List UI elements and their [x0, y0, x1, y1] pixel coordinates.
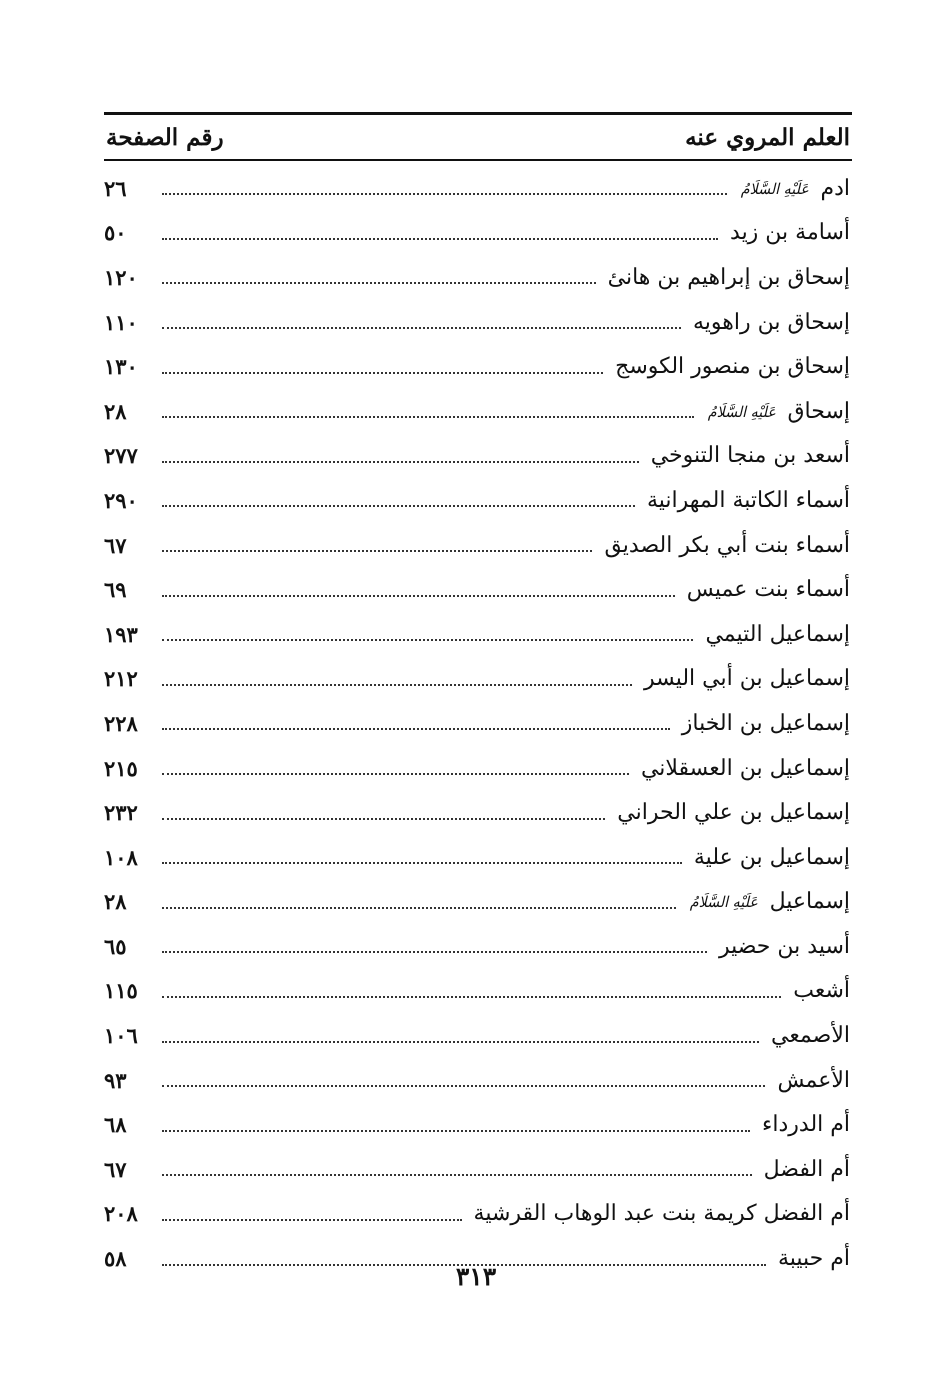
index-entry: [104, 567, 850, 612]
entry-page-number: ٢٩٠: [104, 487, 138, 513]
honorific-glyph: عَلَيْهِ السَّلَامُ: [707, 402, 776, 421]
dot-leader: [162, 372, 603, 374]
entry-name: [739, 176, 850, 201]
dot-leader: [162, 416, 694, 418]
index-list: [104, 166, 850, 1281]
entry-name: [705, 622, 850, 647]
entry-page-number: ١٠٦: [104, 1023, 138, 1049]
entry-name-text: إسماعيل بن أبي اليسر: [643, 666, 850, 692]
index-entry: [104, 657, 850, 702]
dot-leader: [162, 818, 605, 820]
index-entry: [104, 790, 850, 835]
entry-name: [762, 1112, 850, 1137]
entry-name: [719, 934, 850, 959]
entry-name: [771, 1023, 850, 1048]
dot-leader: [162, 1041, 759, 1043]
entry-page-number: ١٩٣: [104, 621, 138, 647]
index-entry: [104, 1147, 850, 1192]
index-entry: [104, 701, 850, 746]
dot-leader: [162, 907, 676, 909]
entry-name-text: إسحاق بن إبراهيم بن هانئ: [607, 264, 850, 290]
entry-page-number: ١٠٨: [104, 844, 138, 870]
index-entry: [104, 1102, 850, 1147]
entry-name: [694, 845, 850, 870]
index-entry: [104, 344, 850, 389]
index-entry: [104, 434, 850, 479]
index-entry: [104, 924, 850, 969]
dot-leader: [162, 550, 592, 552]
entry-page-number: ٢٨: [104, 889, 127, 915]
index-entry: [104, 612, 850, 657]
entry-page-number: ١٣٠: [104, 354, 138, 380]
index-entry: [104, 880, 850, 925]
dot-leader: [162, 1174, 752, 1176]
dot-leader: [162, 862, 682, 864]
entry-name: [764, 1157, 850, 1182]
entry-name: [706, 399, 850, 424]
page-number: ٣١٣: [455, 1262, 497, 1291]
entry-name-text: أم حبيبة: [777, 1246, 850, 1272]
entry-page-number: ٦٩: [104, 577, 127, 603]
entry-name: [651, 443, 850, 468]
page-column-heading: رقم الصفحة: [106, 123, 224, 151]
entry-name: [693, 310, 850, 335]
entry-name-text: إسماعيل بن العسقلاني: [640, 755, 850, 781]
entry-name: [688, 889, 850, 914]
dot-leader: [162, 728, 670, 730]
dot-leader: [162, 996, 781, 998]
entry-name: [682, 711, 850, 736]
entry-page-number: ٢٣٢: [104, 800, 138, 826]
entry-name-text: الأصمعي: [770, 1023, 850, 1049]
entry-name-text: أسماء الكاتبة المهرانية: [646, 487, 850, 513]
index-entry: [104, 1058, 850, 1103]
entry-name: [687, 577, 850, 602]
index-entry: [104, 211, 850, 256]
entry-page-number: ٢٦: [104, 175, 127, 201]
entry-name-text: أم الدرداء: [762, 1112, 850, 1138]
entry-page-number: ١٢٠: [104, 264, 138, 290]
entry-name: [604, 533, 850, 558]
entry-page-number: ٢٧٧: [104, 443, 138, 469]
entry-name: [777, 1068, 850, 1093]
dot-leader: [162, 684, 632, 686]
entry-name-text: أسامة بن زيد: [730, 220, 850, 246]
entry-name-text: أسعد بن منجا التنوخي: [650, 443, 850, 469]
entry-name: [608, 265, 850, 290]
dot-leader: [162, 282, 596, 284]
entry-name: [793, 978, 850, 1003]
index-entry: [104, 300, 850, 345]
entry-page-number: ٦٨: [104, 1112, 127, 1138]
entry-name: [730, 220, 850, 245]
entry-name-text: الأعمش: [777, 1067, 850, 1093]
entry-page-number: ٢١٥: [104, 755, 138, 781]
entry-name-text: إسماعيل التيمي: [705, 621, 850, 647]
entry-name-text: أسماء بنت عميس: [686, 577, 850, 603]
dot-leader: [162, 951, 707, 953]
entry-name-text: إسحاق: [787, 398, 850, 424]
dot-leader: [162, 595, 675, 597]
entry-name: [647, 488, 850, 513]
honorific-glyph: عَلَيْهِ السَّلَامُ: [740, 179, 809, 198]
dot-leader: [162, 505, 635, 507]
entry-name: [474, 1201, 850, 1226]
index-entry: [104, 1192, 850, 1237]
index-entry: [104, 969, 850, 1014]
entry-name: [615, 354, 850, 379]
index-entry: [104, 835, 850, 880]
dot-leader: [162, 639, 693, 641]
entry-name-text: أسيد بن حضير: [718, 933, 850, 959]
name-column-heading: العلم المروي عنه: [685, 123, 850, 151]
entry-name-text: إسماعيل بن الخباز: [681, 710, 850, 736]
entry-name-text: إسحاق بن راهويه: [693, 309, 850, 335]
entry-page-number: ٦٧: [104, 1156, 127, 1182]
entry-page-number: ٩٣: [104, 1067, 127, 1093]
index-entry: [104, 166, 850, 211]
entry-name: [644, 666, 850, 691]
entry-name: [641, 756, 850, 781]
index-entry: [104, 746, 850, 791]
index-entry: [104, 523, 850, 568]
entry-name-text: إسحاق بن منصور الكوسج: [615, 354, 850, 380]
dot-leader: [162, 238, 718, 240]
entry-name-text: إسماعيل بن علي الحراني: [617, 800, 850, 826]
index-entry: [104, 255, 850, 300]
index-header: [104, 112, 852, 161]
entry-page-number: ٦٥: [104, 933, 127, 959]
dot-leader: [162, 193, 727, 195]
entry-page-number: ١١٥: [104, 978, 138, 1004]
entry-page-number: ٥٠: [104, 220, 127, 246]
entry-name-text: أشعب: [793, 978, 850, 1004]
entry-page-number: ٥٨: [104, 1246, 127, 1272]
entry-name-text: إسماعيل: [769, 889, 850, 915]
entry-page-number: ٢١٢: [104, 666, 138, 692]
entry-page-number: ٢٨: [104, 398, 127, 424]
entry-page-number: ٦٧: [104, 532, 127, 558]
dot-leader: [162, 773, 629, 775]
index-entry: [104, 1013, 850, 1058]
entry-page-number: ١١٠: [104, 309, 138, 335]
entry-page-number: ٢٢٨: [104, 710, 138, 736]
dot-leader: [162, 1085, 765, 1087]
entry-name-text: أم الفضل كريمة بنت عبد الوهاب القرشية: [473, 1201, 850, 1227]
entry-name: [617, 800, 850, 825]
entry-name-text: أم الفضل: [763, 1156, 850, 1182]
entry-name-text: إسماعيل بن علية: [693, 844, 850, 870]
index-entry: [104, 389, 850, 434]
entry-page-number: ٢٠٨: [104, 1201, 138, 1227]
dot-leader: [162, 327, 681, 329]
entry-name-text: أسماء بنت أبي بكر الصديق: [604, 532, 850, 558]
dot-leader: [162, 1219, 462, 1221]
dot-leader: [162, 461, 639, 463]
index-entry: [104, 478, 850, 523]
entry-name-text: ادم: [820, 175, 850, 201]
dot-leader: [162, 1130, 750, 1132]
honorific-glyph: عَلَيْهِ السَّلَامُ: [689, 893, 758, 912]
